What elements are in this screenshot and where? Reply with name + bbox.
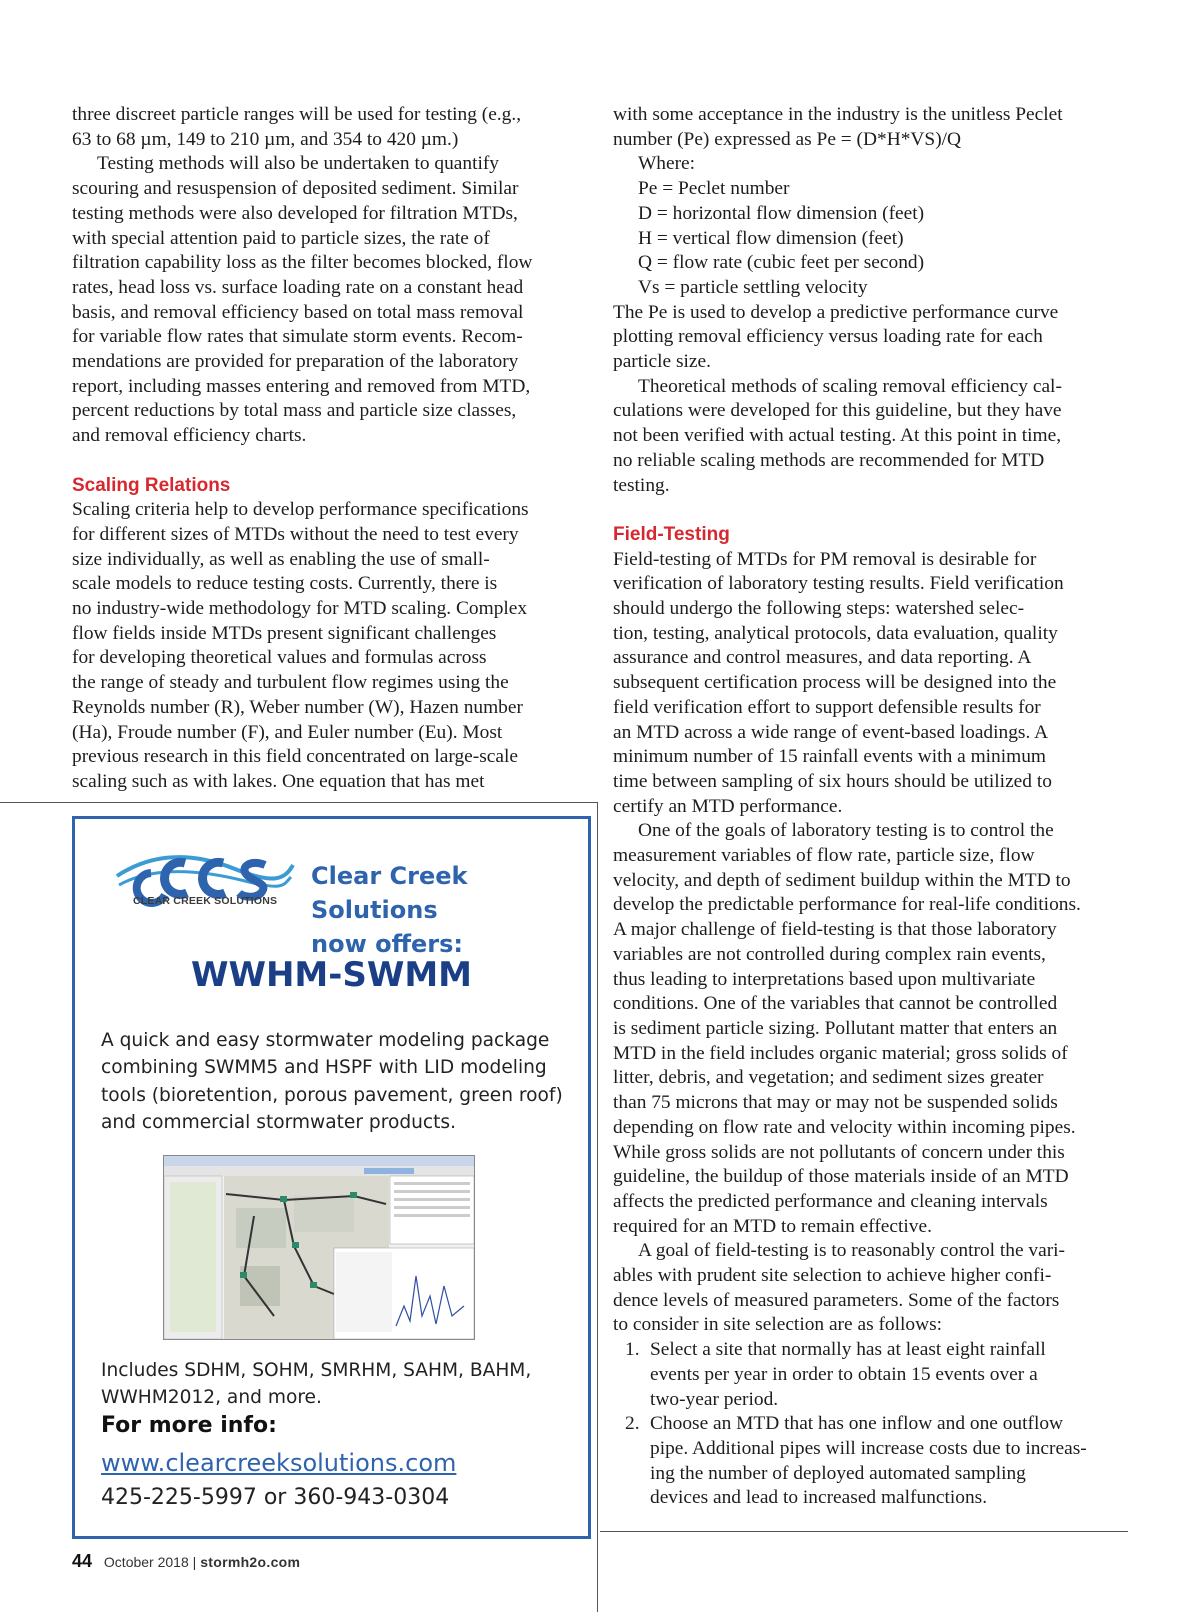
headline-line: Clear Creek Solutions (311, 862, 468, 924)
ad-description (101, 1027, 571, 1137)
text-line: depending on flow rate and velocity within incoming pipes. (613, 1116, 1076, 1138)
text-line: thus leading to interpretations based upon multivariate (613, 968, 1036, 990)
text-line: Vs = particle settling velocity (638, 276, 868, 298)
ad-side-rule (597, 802, 598, 1612)
text-line: verification of laboratory testing results. Field verification (613, 573, 1064, 595)
text-line: While gross solids are not pollutants of concern under this (613, 1141, 1065, 1163)
testing-paragraph (72, 152, 586, 448)
text-line: report, including masses entering and removed from MTD, (72, 375, 531, 397)
text-line: testing methods were also developed for filtration MTDs, (72, 202, 518, 224)
text-line: the range of steady and turbulent flow regimes using the (72, 672, 509, 694)
text-line: filtration capability loss as the filter becomes blocked, flow (72, 252, 533, 274)
text-line: for different sizes of MTDs without the need to test every (72, 523, 519, 545)
text-line: Scaling criteria help to develop performance specifications (72, 499, 529, 521)
text-line: A quick and easy stormwater modeling package (101, 1030, 550, 1051)
phone-numbers: 425-225-5997 or 360-943-0304 (101, 1485, 450, 1510)
text-line: culations were developed for this guideline, but they have (613, 400, 1062, 422)
text-line: size individually, as well as enabling the use of small- (72, 548, 490, 570)
text-line: testing. (613, 474, 670, 496)
heading-field-testing: Field-Testing (613, 523, 730, 545)
text-line: litter, debris, and vegetation; and sediment sizes greater (613, 1067, 1044, 1089)
field-paragraph (613, 548, 1138, 820)
list-number: 1. (625, 1339, 640, 1361)
list-number: 2. (625, 1413, 640, 1435)
clear-creek-advertisement (72, 816, 591, 1539)
goals-paragraph (613, 819, 1138, 1239)
text-line: variables are not controlled during complex rain events, (613, 943, 1046, 965)
text-line: for variable flow rates that simulate storm events. Recom- (72, 326, 523, 348)
text-line: events per year in order to obtain 15 events over a (650, 1363, 1038, 1385)
text-line: dence levels of measured parameters. Some of the factors (613, 1289, 1060, 1311)
text-line: should undergo the following steps: watershed selec- (613, 598, 1025, 620)
text-line: scaling such as with lakes. One equation that has met (72, 770, 485, 792)
text-line: ables with prudent site selection to achieve higher confi- (613, 1265, 1052, 1287)
text-line: Field-testing of MTDs for PM removal is desirable for (613, 548, 1037, 570)
text-line: rates, head loss vs. surface loading rate on a constant head (72, 276, 524, 298)
text-line: MTD in the field includes organic material; gross solids of (613, 1042, 1068, 1064)
right-column (613, 103, 1138, 1511)
ad-includes (101, 1357, 571, 1412)
site-name: stormh2o.com (200, 1554, 301, 1570)
text-line: and commercial stormwater products. (101, 1112, 457, 1134)
text-line: Includes SDHM, SOHM, SMRHM, SAHM, BAHM, (101, 1360, 532, 1381)
page-footer (72, 1551, 300, 1572)
text-line: scale models to reduce testing costs. Currently, there is (72, 573, 498, 595)
text-line: minimum number of 15 rainfall events with a minimum (613, 746, 1046, 768)
text-line: measurement variables of flow rate, particle size, flow (613, 845, 1035, 867)
control-paragraph (613, 1239, 1138, 1338)
text-line: required for an MTD to remain effective. (613, 1215, 932, 1237)
text-line: assurance and control measures, and data reporting. A (613, 647, 1032, 669)
text-line: two-year period. (650, 1388, 779, 1410)
text-line: time between sampling of six hours should be utilized to (613, 770, 1052, 792)
text-line: Where: (638, 153, 696, 175)
text-line: A goal of field-testing is to reasonably control the vari- (638, 1240, 1066, 1262)
text-line: pipe. Additional pipes will increase costs due to increas- (650, 1437, 1087, 1459)
software-screenshot-image (163, 1155, 475, 1340)
text-line: tion, testing, analytical protocols, data evaluation, quality (613, 622, 1058, 644)
text-line: to consider in site selection are as follows: (613, 1314, 943, 1336)
text-line: tools (bioretention, porous pavement, green roof) (101, 1084, 563, 1106)
text-line: not been verified with actual testing. At this point in time, (613, 425, 1062, 447)
text-line: certify an MTD performance. (613, 795, 843, 817)
text-line: Q = flow rate (cubic feet per second) (638, 252, 925, 274)
text-line: field verification effort to support defensible results for (613, 696, 1041, 718)
text-line: WWHM2012, and more. (101, 1387, 322, 1409)
left-column (72, 103, 586, 795)
text-line: with special attention paid to particle sizes, the rate of (72, 227, 490, 249)
text-line: flow fields inside MTDs present significant challenges (72, 622, 497, 644)
text-line: guideline, the buildup of those materials inside of an MTD (613, 1166, 1069, 1188)
text-line: and removal efficiency charts. (72, 425, 307, 447)
text-line: Select a site that normally has at least eight rainfall (650, 1339, 1046, 1361)
text-line: develop the predictable performance for real-life conditions. (613, 894, 1081, 916)
text-line: Pe = Peclet number (638, 178, 790, 200)
heading-scaling-relations: Scaling Relations (72, 474, 231, 496)
text-line: no industry-wide methodology for MTD scaling. Complex (72, 598, 528, 620)
text-line: particle size. (613, 351, 711, 373)
ad-headline (311, 859, 588, 961)
pe-use-paragraph (613, 301, 1138, 375)
text-line: H = vertical flow dimension (feet) (638, 227, 904, 249)
text-line: an MTD across a wide range of event-based loadings. A (613, 721, 1049, 743)
text-line: D = horizontal flow dimension (feet) (638, 202, 925, 224)
site-selection-list (613, 1338, 1138, 1511)
text-line: plotting removal efficiency versus loading rate for each (613, 326, 1043, 348)
ad-top-rule (0, 802, 597, 803)
text-line: number (Pe) expressed as Pe = (D*H*VS)/Q (613, 128, 962, 150)
column-bottom-rule (600, 1531, 1128, 1532)
list-item (613, 1338, 1138, 1412)
text-line: devices and lead to increased malfunctions. (650, 1487, 988, 1509)
logo-text: CLEAR CREEK SOLUTIONS (133, 895, 278, 907)
text-line: previous research in this field concentrated on large-scale (72, 746, 518, 768)
scaling-paragraph (72, 498, 586, 794)
text-line: subsequent certification process will be designed into the (613, 672, 1057, 694)
text-line: 63 to 68 µm, 149 to 210 µm, and 354 to 420 µm.) (72, 128, 459, 150)
text-line: no reliable scaling methods are recommended for MTD (613, 449, 1045, 471)
text-line: basis, and removal efficiency based on total mass removal (72, 301, 524, 323)
text-line: than 75 microns that may or may not be suspended solids (613, 1092, 1058, 1114)
intro-paragraph (72, 103, 586, 152)
text-line: combining SWMM5 and HSPF with LID modeling (101, 1057, 547, 1079)
clear-creek-logo (115, 841, 295, 921)
text-line: for developing theoretical values and formulas across (72, 647, 487, 669)
peclet-paragraph (613, 103, 1138, 152)
text-line: conditions. One of the variables that cannot be controlled (613, 993, 1058, 1015)
text-line: scouring and resuspension of deposited sediment. Similar (72, 178, 519, 200)
text-line: percent reductions by total mass and particle size classes, (72, 400, 517, 422)
text-line: (Ha), Froude number (F), and Euler number (Eu). Most (72, 721, 503, 743)
text-line: ing the number of deployed automated sampling (650, 1462, 1026, 1484)
text-line: Choose an MTD that has one inflow and one outflow (650, 1413, 1064, 1435)
text-line: A major challenge of field-testing is that those laboratory (613, 919, 1057, 941)
theory-paragraph (613, 375, 1138, 499)
text-line: Theoretical methods of scaling removal efficiency cal- (638, 375, 1062, 397)
text-line: One of the goals of laboratory testing is to control the (638, 820, 1054, 842)
headline-line: now offers: (311, 930, 464, 958)
text-line: The Pe is used to develop a predictive performance curve (613, 301, 1059, 323)
text-line: Reynolds number (R), Weber number (W), Hazen number (72, 696, 523, 718)
list-item (613, 1412, 1138, 1511)
more-info-label: For more info: (101, 1413, 277, 1438)
issue-date: October 2018 | (103, 1554, 197, 1570)
product-name: WWHM-SWMM (190, 955, 473, 995)
text-line: Testing methods will also be undertaken to quantify (97, 153, 499, 175)
website-link[interactable]: www.clearcreeksolutions.com (101, 1449, 457, 1477)
text-line: mendations are provided for preparation of the laboratory (72, 351, 519, 373)
text-line: with some acceptance in the industry is the unitless Peclet (613, 104, 1063, 125)
page-number: 44 (72, 1551, 93, 1571)
where-definitions (613, 152, 1138, 300)
text-line: affects the predicted performance and cleaning intervals (613, 1190, 1048, 1212)
text-line: is sediment particle sizing. Pollutant matter that enters an (613, 1018, 1058, 1039)
text-line: velocity, and depth of sediment buildup within the MTD to (613, 869, 1071, 891)
text-line: three discreet particle ranges will be used for testing (e.g., (72, 104, 522, 125)
